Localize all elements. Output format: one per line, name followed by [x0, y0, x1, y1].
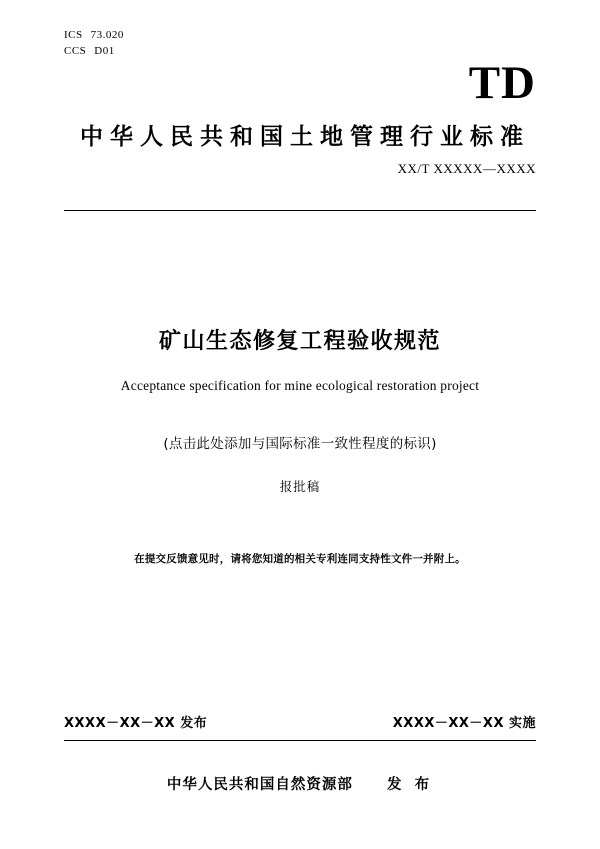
publisher-name: 中华人民共和国自然资源部 — [166, 777, 353, 793]
national-standard-title: 中华人民共和国土地管理行业标准 — [80, 124, 530, 150]
footer-divider — [64, 740, 536, 741]
publisher-line — [0, 773, 600, 794]
implementation-date: XXXX－XX－XX 实施 — [392, 716, 536, 731]
ics-label: ICS — [64, 29, 83, 41]
ics-code-row — [64, 27, 124, 43]
ccs-code-row — [64, 43, 124, 59]
release-date: XXXX－XX－XX 发布 — [64, 716, 208, 731]
document-title-cn: 矿山生态修复工程验收规范 — [158, 329, 441, 354]
ics-value: 73.020 — [90, 29, 124, 41]
standard-number: XX/T XXXXX—XXXX — [397, 161, 536, 176]
patent-notice: 在提交反馈意见时，请将您知道的相关专利连同支持性文件一并附上。 — [134, 553, 466, 565]
footer-dates — [64, 712, 536, 731]
ccs-label: CCS — [64, 45, 87, 57]
ccs-value: D01 — [94, 45, 115, 57]
standard-type-mark: TD — [468, 57, 536, 109]
consistency-identifier-note: (点击此处添加与国际标准一致性程度的标识) — [163, 436, 437, 452]
header-divider — [64, 210, 536, 211]
publisher-action: 发 布 — [387, 777, 434, 793]
classification-codes — [64, 27, 124, 59]
draft-stage-label: 报批稿 — [279, 480, 321, 494]
document-title-en: Acceptance specification for mine ecological restoration project — [120, 378, 480, 393]
